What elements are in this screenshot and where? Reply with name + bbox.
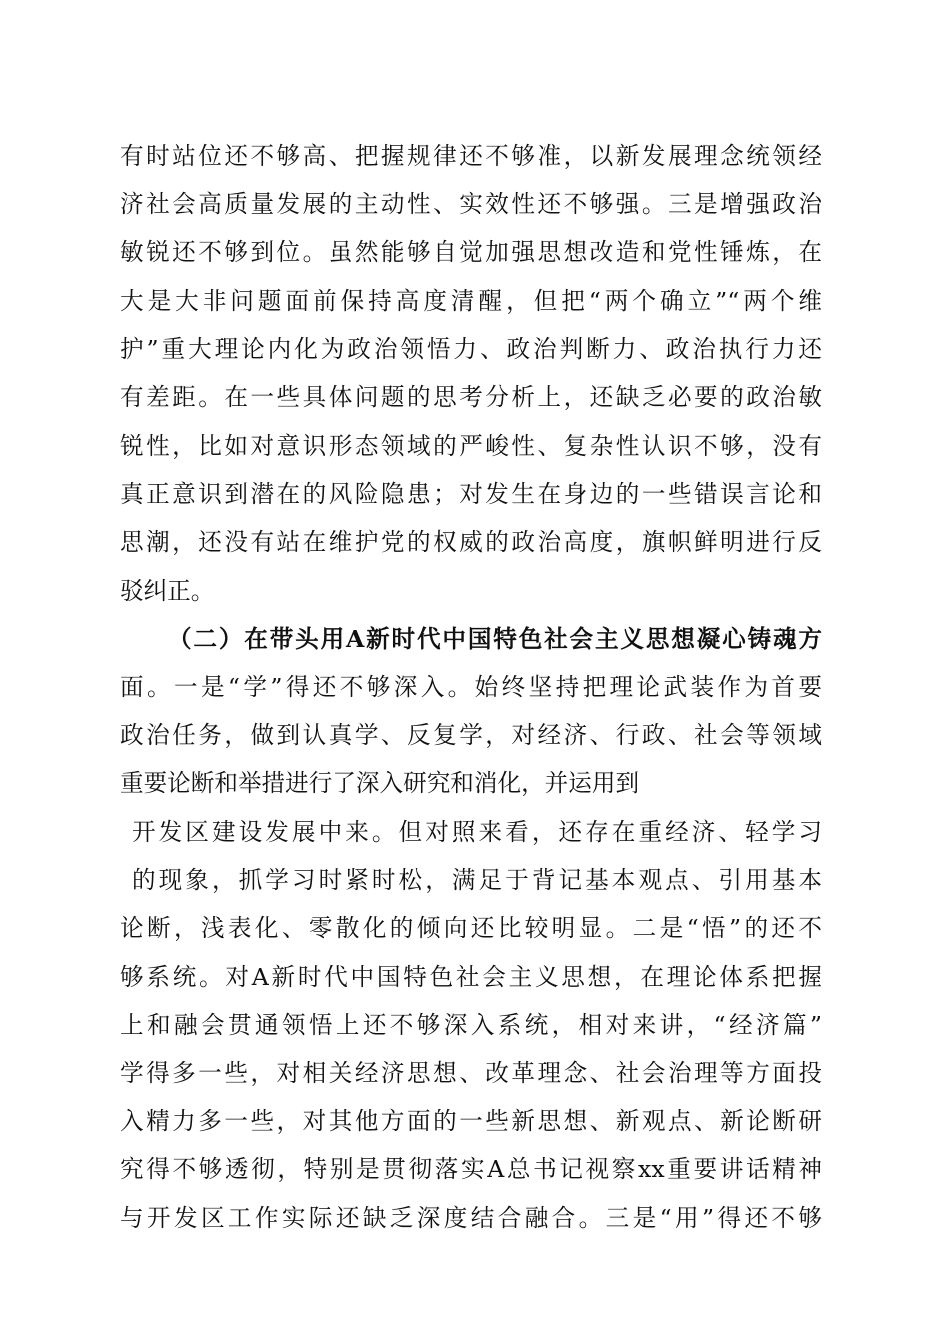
text-line: 论断，浅表化、零散化的倾向还比较明显。二是“悟”的还不 [120, 914, 822, 942]
text-line: 驳纠正。 [120, 577, 215, 605]
section-heading-line: （二）在带头用A新时代中国特色社会主义思想凝心铸魂方 [168, 625, 822, 653]
text-line: 入精力多一些，对其他方面的一些新思想、新观点、新论断研 [120, 1107, 822, 1135]
text-line: 有差距。在一些具体问题的思考分析上，还缺乏必要的政治敏 [120, 383, 822, 411]
text-line: 有时站位还不够高、把握规律还不够准，以新发展理念统领经 [120, 142, 822, 170]
text-line: 与开发区工作实际还缺乏深度结合融合。三是“用”得还不够 [120, 1204, 822, 1232]
text-line: 大是大非问题面前保持高度清醒，但把“两个确立”“两个维 [120, 287, 822, 315]
text-line: 锐性，比如对意识形态领域的严峻性、复杂性认识不够，没有 [120, 432, 822, 460]
text-line: 真正意识到潜在的风险隐患；对发生在身边的一些错误言论和 [120, 480, 822, 508]
text-line: 敏锐还不够到位。虽然能够自觉加强思想改造和党性锤炼，在 [120, 238, 822, 266]
text-line: 学得多一些，对相关经济思想、改革理念、社会治理等方面投 [120, 1059, 822, 1087]
text-line: 护”重大理论内化为政治领悟力、政治判断力、政治执行力还 [120, 335, 822, 363]
text-line: 究得不够透彻，特别是贯彻落实A总书记视察xx重要讲话精神 [120, 1155, 822, 1183]
text-line: 面。一是“学”得还不够深入。始终坚持把理论武装作为首要 [120, 673, 822, 701]
text-line: 政治任务，做到认真学、反复学，对经济、行政、社会等领域 [120, 721, 822, 749]
text-line: 够系统。对A新时代中国特色社会主义思想，在理论体系把握 [120, 963, 822, 991]
text-line: 开发区建设发展中来。但对照来看，还存在重经济、轻学习 [132, 818, 822, 846]
text-line: 重要论断和举措进行了深入研究和消化，并运用到 [120, 769, 640, 797]
text-line: 上和融会贯通领悟上还不够深入系统，相对来讲，“经济篇” [120, 1011, 822, 1039]
text-line: 思潮，还没有站在维护党的权威的政治高度，旗帜鲜明进行反 [120, 528, 822, 556]
text-line: 济社会高质量发展的主动性、实效性还不够强。三是增强政治 [120, 190, 822, 218]
text-line: 的现象，抓学习时紧时松，满足于背记基本观点、引用基本 [132, 866, 822, 894]
